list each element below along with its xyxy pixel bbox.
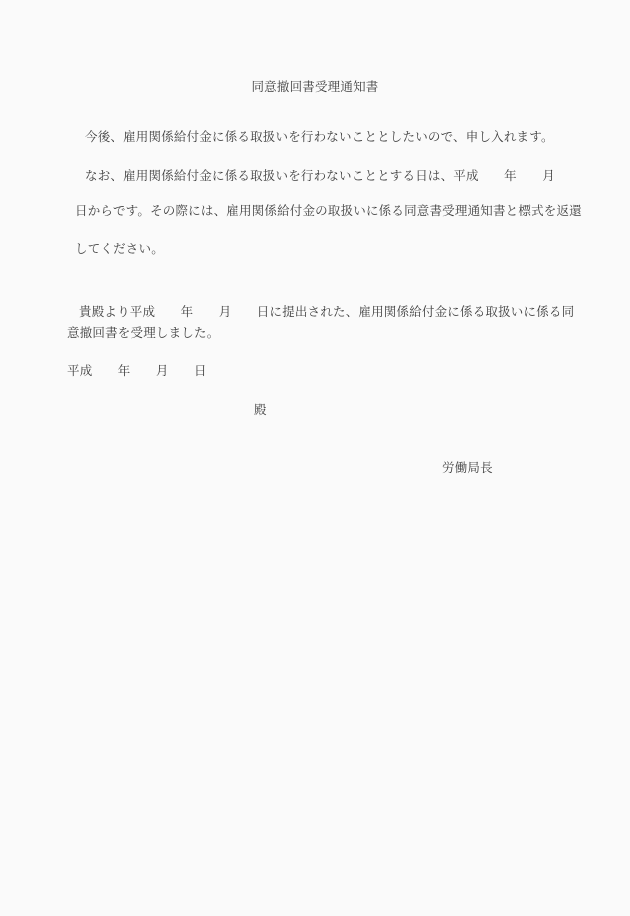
request-paragraph-1: 今後、雇用関係給付金に係る取扱いを行わないこととしたいので、申し入れます。 [85, 129, 554, 144]
addressee-honorific: 殿 [254, 402, 267, 417]
request-paragraph-2-line-1: なお、雇用関係給付金に係る取扱いを行わないこととする日は、平成 年 月 [85, 168, 555, 183]
document-title: 同意撤回書受理通知書 [251, 79, 379, 94]
request-paragraph-2-line-3: してください。 [75, 241, 164, 256]
issuer-signature: 労働局長 [442, 460, 493, 475]
request-paragraph-2-line-2: 日からです。その際には、雇用関係給付金の取扱いに係る同意書受理通知書と標式を返還 [75, 203, 582, 218]
receipt-paragraph-line-1: 貴殿より平成 年 月 日に提出された、雇用関係給付金に係る取扱いに係る同 [79, 304, 575, 319]
receipt-paragraph-line-2: 意撤回書を受理しました。 [67, 325, 220, 340]
issue-date-line: 平成 年 月 日 [67, 363, 207, 378]
